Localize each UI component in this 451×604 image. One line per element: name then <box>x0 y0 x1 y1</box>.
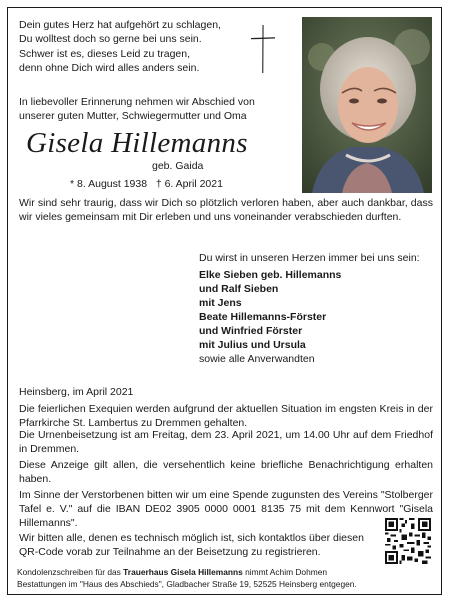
burial-paragraph: Die Urnenbeisetzung ist am Freitag, dem 23. April 2021, um 14.00 Uhr auf dem Friedhof in Dremmen. <box>19 429 433 456</box>
intro-line: unserer guten Mutter, Schwiegermutter und Oma <box>19 110 247 122</box>
registration-paragraph: Wir bitten alle, denen es technisch möglich ist, sich kontaktlos über diesen QR-Code vorab zur Teilnahme an der Beisetzung zu registrieren. <box>19 532 364 559</box>
intro-text <box>19 95 255 123</box>
family-closing: sowie alle Anverwandten <box>199 353 315 365</box>
birth-name: geb. Gaida <box>152 160 204 172</box>
qr-code-icon[interactable] <box>385 518 431 564</box>
footer-line-2: Bestattungen im "Haus des Abschieds", Gladbacher Straße 19, 52525 Heinsberg entgegen. <box>17 579 357 589</box>
notice-paragraph: Diese Anzeige gilt allen, die versehentlich keine briefliche Benachrichtigung erhalten haben. <box>19 459 433 486</box>
family-list <box>199 268 341 366</box>
poem-line: Schwer ist es, dieses Leid zu tragen, <box>19 47 191 60</box>
intro-line: In liebevoller Erinnerung nehmen wir Abschied von <box>19 96 255 108</box>
footer-line-1 <box>17 566 437 578</box>
deceased-name: Gisela Hillemanns <box>26 127 248 159</box>
family-member: mit Julius und Ursula <box>199 339 306 351</box>
hearts-line: Du wirst in unseren Herzen immer bei uns sein: <box>199 252 420 264</box>
cross-icon <box>250 24 276 74</box>
family-member: Elke Sieben geb. Hillemanns <box>199 269 342 281</box>
poem <box>19 18 259 76</box>
place-date: Heinsberg, im April 2021 <box>19 386 134 398</box>
farewell-paragraph: Wir sind sehr traurig, dass wir Dich so plötzlich verloren haben, aber auch dankbar, dass wir vieles gemeinsam mit Dir erleben und uns voneinander verabschieden durften. <box>19 197 433 224</box>
life-dates: * 8. August 1938 † 6. April 2021 <box>70 178 223 190</box>
poem-line: Du wolltest doch so gerne bei uns sein. <box>19 33 202 46</box>
family-member: Beate Hillemanns-Förster <box>199 311 327 323</box>
footer-house-name: Trauerhaus Gisela Hillemanns <box>123 567 243 577</box>
poem-line: denn ohne Dich wird alles anders sein. <box>19 62 200 75</box>
family-member: und Ralf Sieben <box>199 283 279 295</box>
footer <box>17 566 437 590</box>
footer-text: nimmt Achim Dohmen <box>242 567 328 577</box>
exequies-paragraph: Die feierlichen Exequien werden aufgrund der aktuellen Situation im engsten Kreis in der Pfarrkirche St. Lambertus zu Dremmen gehalten. <box>19 403 433 430</box>
family-member: mit Jens <box>199 297 242 309</box>
family-member: und Winfried Förster <box>199 325 303 337</box>
portrait-photo <box>302 17 432 193</box>
poem-line: Dein gutes Herz hat aufgehört zu schlagen, <box>19 19 221 31</box>
donation-paragraph: Im Sinne der Verstorbenen bitten wir um eine Spende zugunsten des Vereins "Stolberger Tafel e. V." auf die IBAN DE02 3905 0000 0001 8135 75 mit dem Kennwort "Gisela Hillemanns". <box>19 489 433 530</box>
footer-text: Kondolenzschreiben für das <box>17 567 124 577</box>
